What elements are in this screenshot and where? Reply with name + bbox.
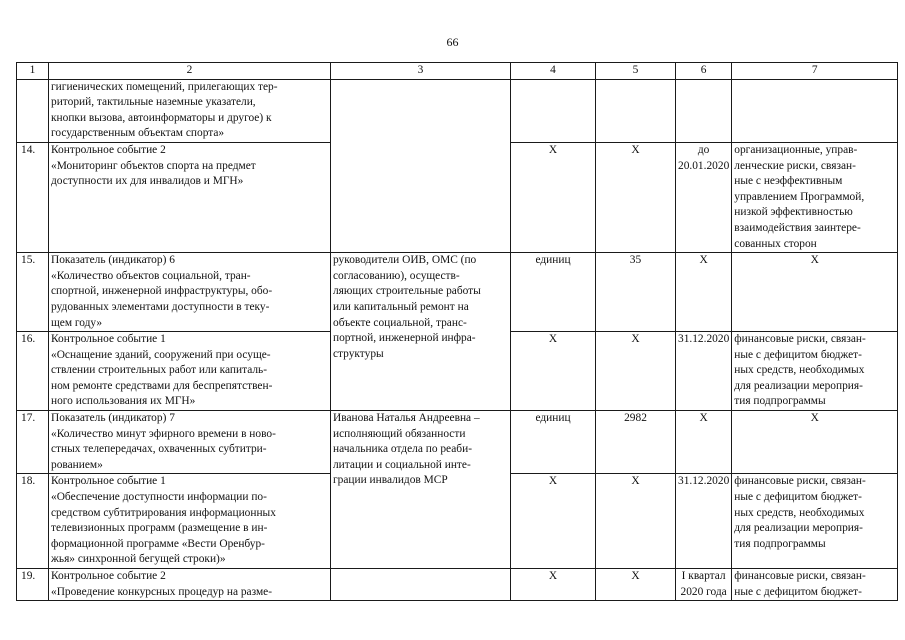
deadline-cell: 31.12.2020 — [676, 474, 732, 569]
risks-cell: финансовые риски, связан- ные с дефицитом бюджет- — [732, 569, 898, 601]
page-number: 66 — [446, 35, 459, 49]
column-header: 2 — [49, 63, 331, 80]
value-cell: 2982 — [596, 411, 676, 474]
row-number-cell: 16. — [17, 332, 49, 411]
deadline-cell: 31.12.2020 — [676, 332, 732, 411]
column-header: 5 — [596, 63, 676, 80]
unit-cell: Х — [511, 569, 596, 601]
unit-cell: Х — [511, 474, 596, 569]
responsible-cell-empty — [331, 569, 511, 601]
row-number-cell: 15. — [17, 253, 49, 332]
column-header: 7 — [732, 63, 898, 80]
description-cell: Контрольное событие 1 «Оснащение зданий, сооружений при осуще- ствлении строительных работ или капиталь- ном ремонте средствами для беспрепятствен- ного использования их МГН» — [49, 332, 331, 411]
row-number-cell: 14. — [17, 142, 49, 252]
deadline-cell: Х — [676, 253, 732, 332]
responsible-cell-empty — [331, 79, 511, 253]
table-row — [17, 253, 898, 332]
description-cell: Показатель (индикатор) 7 «Количество минут эфирного времени в ново- стных телепередачах, охваченных субтитри- рованием» — [49, 411, 331, 474]
description-cell: Контрольное событие 2 «Мониторинг объектов спорта на предмет доступности их для инвалидов и МГН» — [49, 142, 331, 252]
risks-cell: финансовые риски, связан- ные с дефицитом бюджет- ных средств, необходимых для реализации мероприя- тия подпрограммы — [732, 474, 898, 569]
responsible-cell: Иванова Наталья Андреевна – исполняющий обязанности начальника отдела по реаби- литации и социальной инте- грации инвалидов МСР — [331, 411, 511, 569]
row-number-cell — [17, 79, 49, 142]
unit-cell: единиц — [511, 253, 596, 332]
value-cell: Х — [596, 569, 676, 601]
description-cell: гигиенических помещений, прилегающих тер- риторий, тактильные наземные указатели, кнопки вызова, автоинформаторы и другое) к государственным объектам спорта» — [49, 79, 331, 142]
column-header: 1 — [17, 63, 49, 80]
unit-cell: Х — [511, 332, 596, 411]
value-cell: Х — [596, 332, 676, 411]
risks-cell: финансовые риски, связан- ные с дефицитом бюджет- ных средств, необходимых для реализации мероприя- тия подпрограммы — [732, 332, 898, 411]
deadline-cell — [676, 79, 732, 142]
risks-cell: Х — [732, 253, 898, 332]
value-cell: 35 — [596, 253, 676, 332]
column-header: 6 — [676, 63, 732, 80]
value-cell: Х — [596, 474, 676, 569]
risks-cell: организационные, управ- ленческие риски, связан- ные с неэффективным управлением Программой, низкой эффективностью взаимодействия заинтере- сованных сторон — [732, 142, 898, 252]
measures-table — [16, 62, 898, 601]
column-number-row — [17, 63, 898, 80]
description-cell: Показатель (индикатор) 6 «Количество объектов социальной, тран- спортной, инженерной инфраструктуры, обо- рудованных элементами доступности в теку- щем году» — [49, 253, 331, 332]
deadline-cell: I квартал 2020 года — [676, 569, 732, 601]
deadline-cell: Х — [676, 411, 732, 474]
responsible-cell: руководители ОИВ, ОМС (по согласованию), осуществ- ляющих строительные работы или капитальный ремонт на объекте социальной, транс- портной, инженерной инфра- структуры — [331, 253, 511, 411]
row-number-cell: 17. — [17, 411, 49, 474]
deadline-cell: до 20.01.2020 — [676, 142, 732, 252]
risks-cell: Х — [732, 411, 898, 474]
column-header: 4 — [511, 63, 596, 80]
table-row — [17, 569, 898, 601]
value-cell: Х — [596, 142, 676, 252]
row-number-cell: 19. — [17, 569, 49, 601]
unit-cell: Х — [511, 142, 596, 252]
unit-cell: единиц — [511, 411, 596, 474]
description-cell: Контрольное событие 2 «Проведение конкурсных процедур на разме- — [49, 569, 331, 601]
table-row — [17, 411, 898, 474]
table-row-continuation — [17, 79, 898, 142]
row-number-cell: 18. — [17, 474, 49, 569]
column-header: 3 — [331, 63, 511, 80]
value-cell — [596, 79, 676, 142]
unit-cell — [511, 79, 596, 142]
risks-cell — [732, 79, 898, 142]
description-cell: Контрольное событие 1 «Обеспечение доступности информации по- средством субтитрирования информационных телевизионных программ (размещение в ин- формационной программе «Вести Оренбур- жья» синхронной бегущей строки)» — [49, 474, 331, 569]
